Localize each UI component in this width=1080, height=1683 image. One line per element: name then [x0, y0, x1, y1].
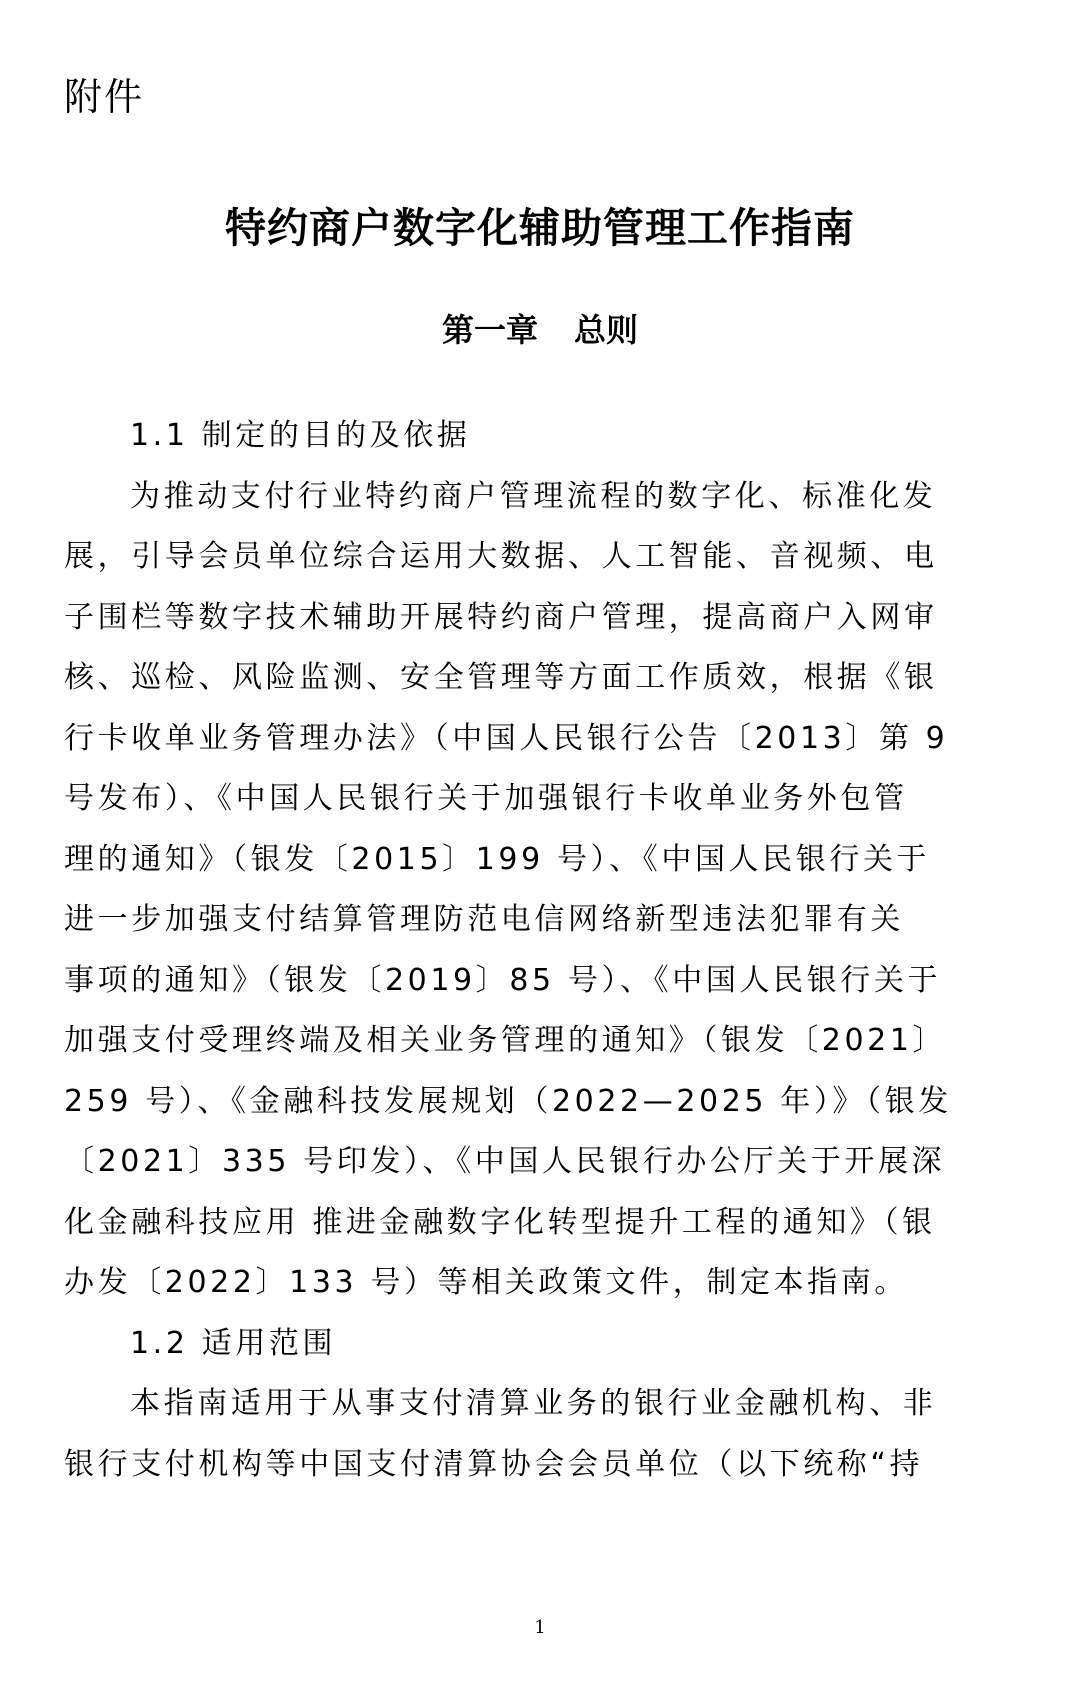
paragraph-line: 加强支付受理终端及相关业务管理的通知》（银发〔2021〕: [64, 1023, 947, 1058]
chapter-name: 总则: [574, 311, 639, 349]
paragraph-line: 核、巡检、风险监测、安全管理等方面工作质效，根据《银: [64, 660, 938, 695]
chapter-heading: [0, 306, 1080, 354]
paragraph-line: 本指南适用于从事支付清算业务的银行业金融机构、非: [130, 1386, 937, 1421]
paragraph-line: 化金融科技应用 推进金融数字化转型提升工程的通知》（银: [64, 1204, 936, 1240]
section-1-1-paragraph: [64, 467, 1010, 1314]
paragraph-line: 号发布）、《中国人民银行关于加强银行卡收单业务外包管: [64, 781, 908, 816]
attachment-label: 附件: [64, 75, 145, 119]
paragraph-line: 子围栏等数字技术辅助开展特约商户管理，提高商户入网审: [64, 599, 938, 635]
paragraph-line: 银行支付机构等中国支付清算协会会员单位（以下统称“持: [64, 1446, 924, 1482]
paragraph-line: 〔2021〕335 号印发）、《中国人民银行办公厅关于开展深: [64, 1144, 946, 1179]
paragraph-line: 展，引导会员单位综合运用大数据、人工智能、音视频、电: [64, 539, 938, 574]
document-body: [64, 406, 1010, 1495]
paragraph-line: 259 号）、《金融科技发展规划（2022—2025 年）》（银发: [64, 1083, 952, 1119]
document-title: 特约商户数字化辅助管理工作指南: [225, 204, 855, 252]
page-number: 1: [534, 1617, 546, 1638]
paragraph-line: 理的通知》（银发〔2015〕199 号）、《中国人民银行关于: [64, 841, 931, 877]
chapter-number: 第一章: [441, 311, 538, 349]
section-heading-1-1: 1.1 制定的目的及依据: [130, 418, 471, 453]
paragraph-line: 事项的通知》（银发〔2019〕85 号）、《中国人民银行关于: [64, 962, 942, 998]
paragraph-line: 办发〔2022〕133 号）等相关政策文件，制定本指南。: [64, 1265, 908, 1300]
paragraph-line: 进一步加强支付结算管理防范电信网络新型违法犯罪有关: [64, 902, 904, 937]
paragraph-line: 行卡收单业务管理办法》（中国人民银行公告〔2013〕第 9: [64, 720, 949, 756]
section-1-2-paragraph: [64, 1374, 1010, 1495]
section-heading-1-2: 1.2 适用范围: [130, 1325, 337, 1361]
paragraph-line: 为推动支付行业特约商户管理流程的数字化、标准化发: [130, 478, 937, 514]
